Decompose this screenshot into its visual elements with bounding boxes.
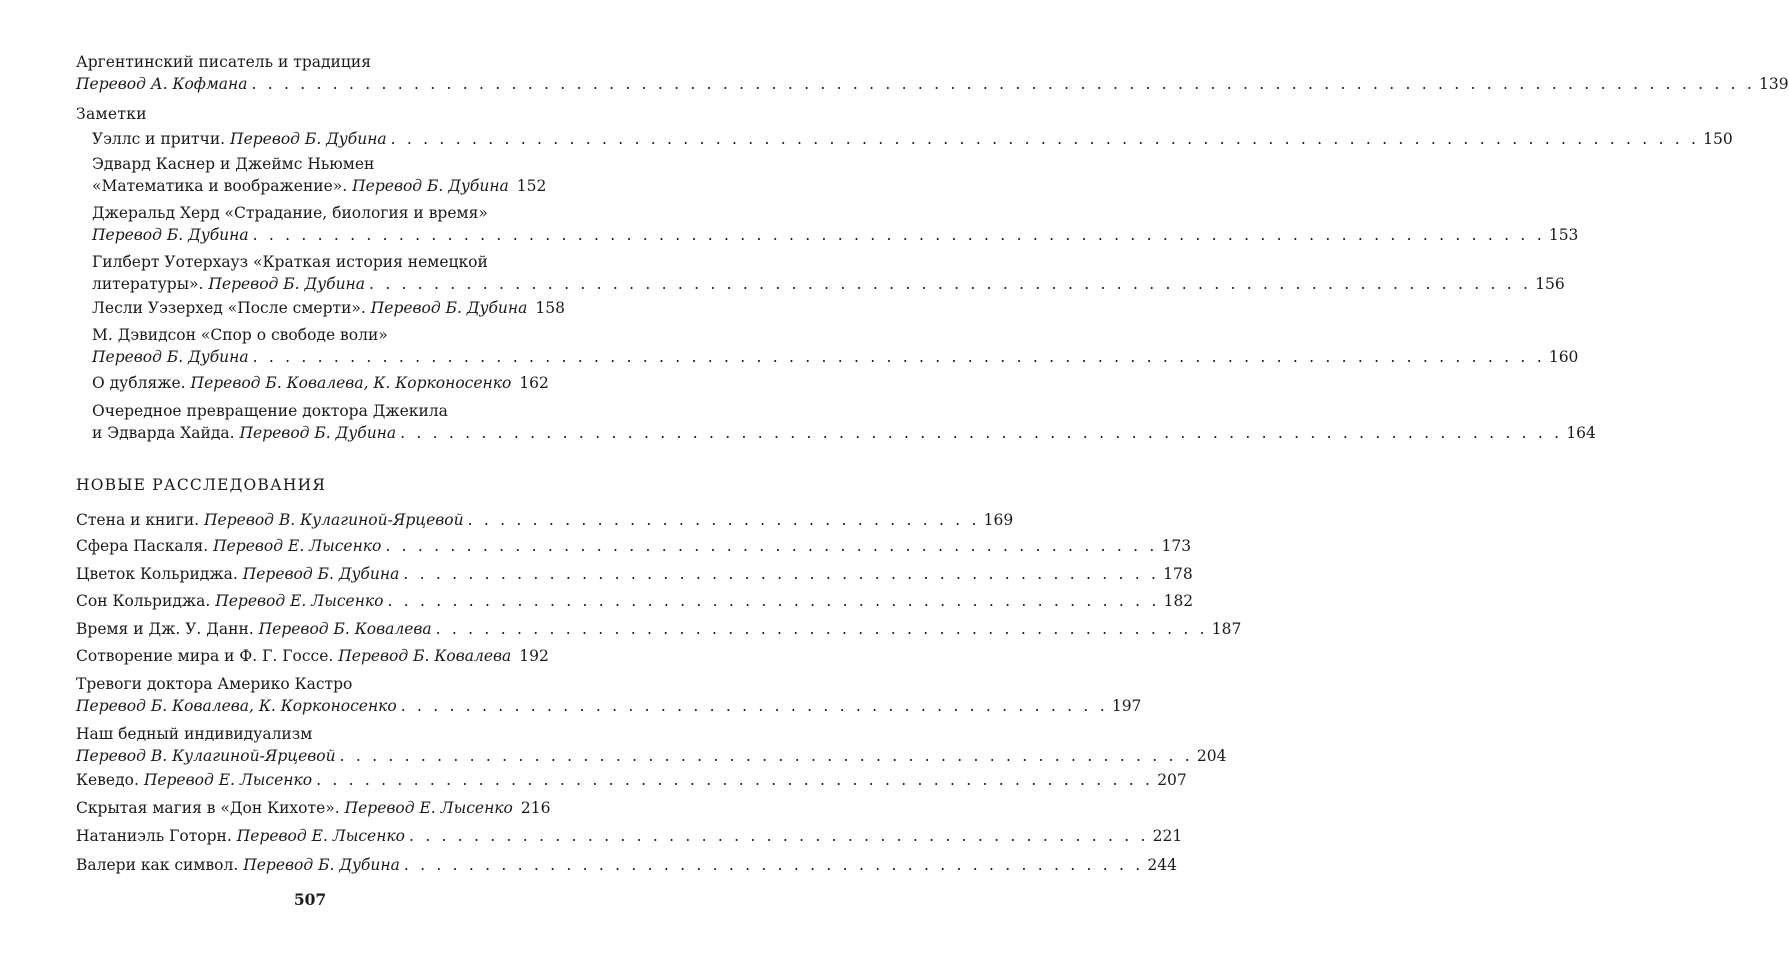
entry-title: Аргентинский писатель и традиция <box>76 53 371 71</box>
page-ref: 162 <box>519 374 549 392</box>
entry-leader-line <box>76 798 551 818</box>
dot-leader: . . . . . . . . . . . . . . . . . . . . . . . . . . . . . . . . <box>467 511 980 529</box>
translator: Перевод Б. Ковалева <box>258 620 432 638</box>
translator: Перевод Б. Дубина <box>208 275 366 293</box>
page-ref: 169 <box>983 511 1014 529</box>
dot-leader: . . . . . . . . . . . . . . . . . . . . . . . . . . . . . . . . . . . . . . . . . . . . . . . . . . . . . . . . . . . . . . . . . . . . . . . . . . . . . . . . . . . . . . . . . . . . . <box>251 75 1755 93</box>
entry-leader-line <box>92 225 1579 245</box>
page-ref: 192 <box>519 647 549 665</box>
translator: Перевод Е. Лысенко <box>236 827 406 845</box>
dot-leader: . . . . . . . . . . . . . . . . . . . . . . . . . . . . . . . . . . . . . . . . . . . . . . . . . . . . . . . . . . . . . . . . . . . . . . . . <box>400 424 1563 442</box>
entry-text: Сон Кольриджа. Перевод Е. Лысенко <box>76 592 384 610</box>
entry-leader-line <box>76 564 1193 584</box>
translator: Перевод Б. Ковалева <box>338 647 512 665</box>
entry-text: Кеведо. Перевод Е. Лысенко <box>76 771 313 789</box>
dot-leader: . . . . . . . . . . . . . . . . . . . . . . . . . . . . . . . . . . . . . . . . . . . . . . . . . . . . . . . . . . . . . . . . . . . . . . . . . . . . . . . . . <box>390 130 1700 148</box>
translator: Перевод Б. Дубина <box>243 856 400 874</box>
translator: Перевод Б. Дубина <box>92 226 249 244</box>
page-ref: 173 <box>1161 537 1192 555</box>
entry-text <box>76 74 247 94</box>
translator: Перевод Е. Лысенко <box>143 771 313 789</box>
entry-leader-line <box>76 770 1187 790</box>
entry-text: Лесли Уэзерхед «После смерти». Перевод Б. Дубина <box>92 299 528 317</box>
entry-title: Очередное превращение доктора Джекила <box>92 402 448 420</box>
translator: Перевод Е. Лысенко <box>215 592 384 610</box>
dot-leader: . . . . . . . . . . . . . . . . . . . . . . . . . . . . . . . . . . . . . . . . . . . . . . . . . . . . . <box>339 747 1193 765</box>
page-ref: 156 <box>1535 275 1565 293</box>
translator: Перевод В. Кулагиной-Ярцевой <box>204 511 464 529</box>
section-heading: НОВЫЕ РАССЛЕДОВАНИЯ <box>76 476 327 494</box>
entry-text: Натаниэль Готорн. Перевод Е. Лысенко <box>76 827 406 845</box>
page-ref: 178 <box>1163 565 1193 583</box>
translator: Перевод Б. Дубина <box>352 177 509 195</box>
translator: Перевод Б. Дубина <box>242 565 400 583</box>
entry-leader-line <box>76 696 1142 716</box>
entry-text: Уэллс и притчи. Перевод Б. Дубина <box>92 130 387 148</box>
entry-leader-line <box>76 619 1242 639</box>
entry-text: Время и Дж. У. Данн. Перевод Б. Ковалева <box>76 620 432 638</box>
page-ref: 197 <box>1111 697 1142 715</box>
entry-text: Валери как символ. Перевод Б. Дубина <box>76 856 400 874</box>
entry-leader-line <box>92 129 1733 149</box>
page-ref: 139 <box>1758 75 1789 93</box>
subsection-heading: Заметки <box>76 105 147 123</box>
page-ref: 187 <box>1211 620 1242 638</box>
dot-leader: . . . . . . . . . . . . . . . . . . . . . . . . . . . . . . . . . . . . . . . . . . . . . . . <box>403 565 1160 583</box>
entry-leader-line <box>76 826 1183 846</box>
dot-leader: . . . . . . . . . . . . . . . . . . . . . . . . . . . . . . . . . . . . . . . . . . . . . . <box>409 827 1149 845</box>
entry-title: Наш бедный индивидуализм <box>76 725 313 743</box>
dot-leader: . . . . . . . . . . . . . . . . . . . . . . . . . . . . . . . . . . . . . . . . . . . . . . . . . . . . <box>316 771 1154 789</box>
entry-leader-line <box>92 373 549 393</box>
page-ref: 158 <box>535 299 565 317</box>
page-ref: 150 <box>1703 130 1733 148</box>
page-ref: 221 <box>1152 827 1183 845</box>
page-ref: 207 <box>1157 771 1187 789</box>
entry-text: О дубляже. Перевод Б. Ковалева, К. Корконосенко <box>92 374 512 392</box>
translator: Перевод Б. Дубина <box>92 348 249 366</box>
translator: Перевод Б. Дубина <box>370 299 528 317</box>
dot-leader: . . . . . . . . . . . . . . . . . . . . . . . . . . . . . . . . . . . . . . . . . . . . . . <box>403 856 1144 874</box>
entry-text <box>76 746 336 766</box>
entry-leader-line <box>76 591 1194 611</box>
entry-leader-line <box>92 423 1596 443</box>
entry-text: «Математика и воображение». Перевод Б. Дубина <box>92 177 509 195</box>
entry-leader-line <box>76 74 1789 94</box>
entry-title: Гилберт Уотерхауз «Краткая история немецкой <box>92 253 488 271</box>
dot-leader: . . . . . . . . . . . . . . . . . . . . . . . . . . . . . . . . . . . . . . . . . . . . . . . . <box>385 537 1158 555</box>
dot-leader: . . . . . . . . . . . . . . . . . . . . . . . . . . . . . . . . . . . . . . . . . . . . <box>400 697 1108 715</box>
entry-text: Стена и книги. Перевод В. Кулагиной-Ярцевой <box>76 511 464 529</box>
entry-text: Сфера Паскаля. Перевод Е. Лысенко <box>76 537 382 555</box>
entry-title: Джеральд Херд «Страдание, биология и время» <box>92 204 488 222</box>
entry-leader-line <box>92 347 1579 367</box>
translator: Перевод Е. Лысенко <box>344 799 513 817</box>
entry-leader-line <box>76 855 1177 875</box>
entry-leader-line <box>92 274 1565 294</box>
entry-leader-line <box>76 536 1192 556</box>
page-ref: 182 <box>1163 592 1194 610</box>
translator: Перевод Б. Ковалева, К. Корконосенко <box>76 697 397 715</box>
page-number: 507 <box>293 890 327 909</box>
translator: Перевод Б. Дубина <box>239 424 397 442</box>
page-ref: 153 <box>1548 226 1579 244</box>
page-ref: 216 <box>520 799 551 817</box>
entry-text <box>92 225 249 245</box>
entry-text: Цветок Кольриджа. Перевод Б. Дубина <box>76 565 400 583</box>
entry-leader-line <box>76 646 549 666</box>
translator: Перевод А. Кофмана <box>76 75 248 93</box>
entry-title: М. Дэвидсон «Спор о свободе воли» <box>92 326 388 344</box>
translator: Перевод Б. Ковалева, К. Корконосенко <box>190 374 512 392</box>
entry-leader-line <box>92 298 565 318</box>
entry-text: Сотворение мира и Ф. Г. Госсе. Перевод Б. Ковалева <box>76 647 512 665</box>
entry-title: Эдвард Каснер и Джеймс Ньюмен <box>92 155 375 173</box>
translator: Перевод Б. Дубина <box>230 130 387 148</box>
entry-title: Тревоги доктора Америко Кастро <box>76 675 353 693</box>
page-ref: 164 <box>1566 424 1596 442</box>
dot-leader: . . . . . . . . . . . . . . . . . . . . . . . . . . . . . . . . . . . . . . . . . . . . . . . . . . . . . . . . . . . . . . . . . . . . . . . . <box>369 275 1532 293</box>
dot-leader: . . . . . . . . . . . . . . . . . . . . . . . . . . . . . . . . . . . . . . . . . . . . . . . . . . . . . . . . . . . . . . . . . . . . . . . . . . . . . . . . <box>252 226 1545 244</box>
translator: Перевод Е. Лысенко <box>213 537 382 555</box>
dot-leader: . . . . . . . . . . . . . . . . . . . . . . . . . . . . . . . . . . . . . . . . . . . . . . . . . . . . . . . . . . . . . . . . . . . . . . . . . . . . . . . . <box>252 348 1545 366</box>
entry-leader-line <box>92 176 545 196</box>
page-ref: 152 <box>516 177 547 195</box>
dot-leader: . . . . . . . . . . . . . . . . . . . . . . . . . . . . . . . . . . . . . . . . . . . . . . . . <box>387 592 1160 610</box>
entry-text: Скрытая магия в «Дон Кихоте». Перевод Е. Лысенко <box>76 799 513 817</box>
entry-leader-line <box>76 746 1227 766</box>
entry-text: литературы». Перевод Б. Дубина <box>92 275 366 293</box>
dot-leader: . . . . . . . . . . . . . . . . . . . . . . . . . . . . . . . . . . . . . . . . . . . . . . . . <box>435 620 1208 638</box>
page-ref: 204 <box>1196 747 1227 765</box>
page-ref: 244 <box>1147 856 1177 874</box>
entry-text <box>92 347 249 367</box>
entry-leader-line <box>76 510 1014 530</box>
entry-text: и Эдварда Хайда. Перевод Б. Дубина <box>92 424 397 442</box>
entry-text <box>76 696 397 716</box>
page-ref: 160 <box>1548 348 1579 366</box>
translator: Перевод В. Кулагиной-Ярцевой <box>76 747 336 765</box>
